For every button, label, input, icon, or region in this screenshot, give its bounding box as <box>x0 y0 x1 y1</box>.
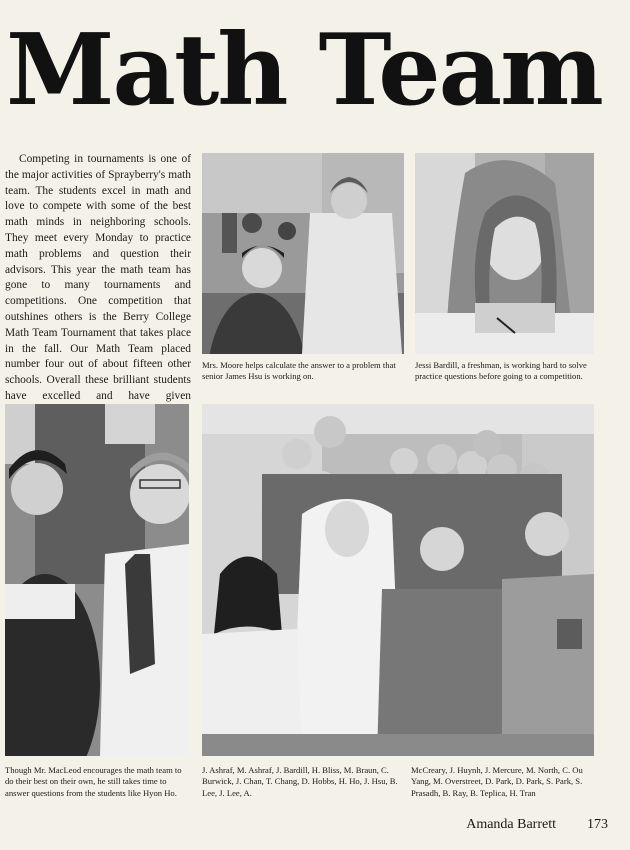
caption-macleod: Though Mr. MacLeod encourages the math team to do their best on their own, he still takes time to answer questions from the students like Hyon Ho. <box>5 765 182 798</box>
caption-group-right: McCreary, J. Huynh, J. Mercure, M. North, C. Ou Yang, M. Overstreet, D. Park, D. Park, S. Park, S. Prasadh, B. Ray, B. Teplica, H. Tran <box>411 765 583 798</box>
photo-macleod-with-student <box>5 404 189 756</box>
page-title: Math Team <box>6 13 602 128</box>
caption-group-left: J. Ashraf, M. Ashraf, J. Bardill, H. Bliss, M. Braun, C. Burwick, J. Chan, T. Chang, D. Hobbs, H. Ho, J. Hsu, B. Lee, J. Lee, A. <box>202 765 398 798</box>
photo-moore-helping-student <box>202 153 404 354</box>
caption-moore: Mrs. Moore helps calculate the answer to a problem that senior James Hsu is working on. <box>202 360 396 382</box>
intro-paragraph: Competing in tournaments is one of the major activities of Sprayberry's math team. The students excel in math and love to compete with some of the best math minds in neighboring schools. They meet every Monday to practice math problems and question their advisors. This year the math team has gone to many tournaments and competitions. One competition that outshines others is the Berry College Math Team Tournament that takes place in the fall. Our Math Team placed number four out of about fifteen other schools. Overall these brilliant students have excelled and have given <box>5 153 191 402</box>
page-number: 173 <box>587 817 608 832</box>
caption-bardill: Jessi Bardill, a freshman, is working hard to solve practice questions before going to a competition. <box>415 360 587 382</box>
photo-math-team-group <box>202 404 594 756</box>
photo-bardill-working <box>415 153 594 354</box>
footer-author: Amanda Barrett <box>466 817 556 832</box>
